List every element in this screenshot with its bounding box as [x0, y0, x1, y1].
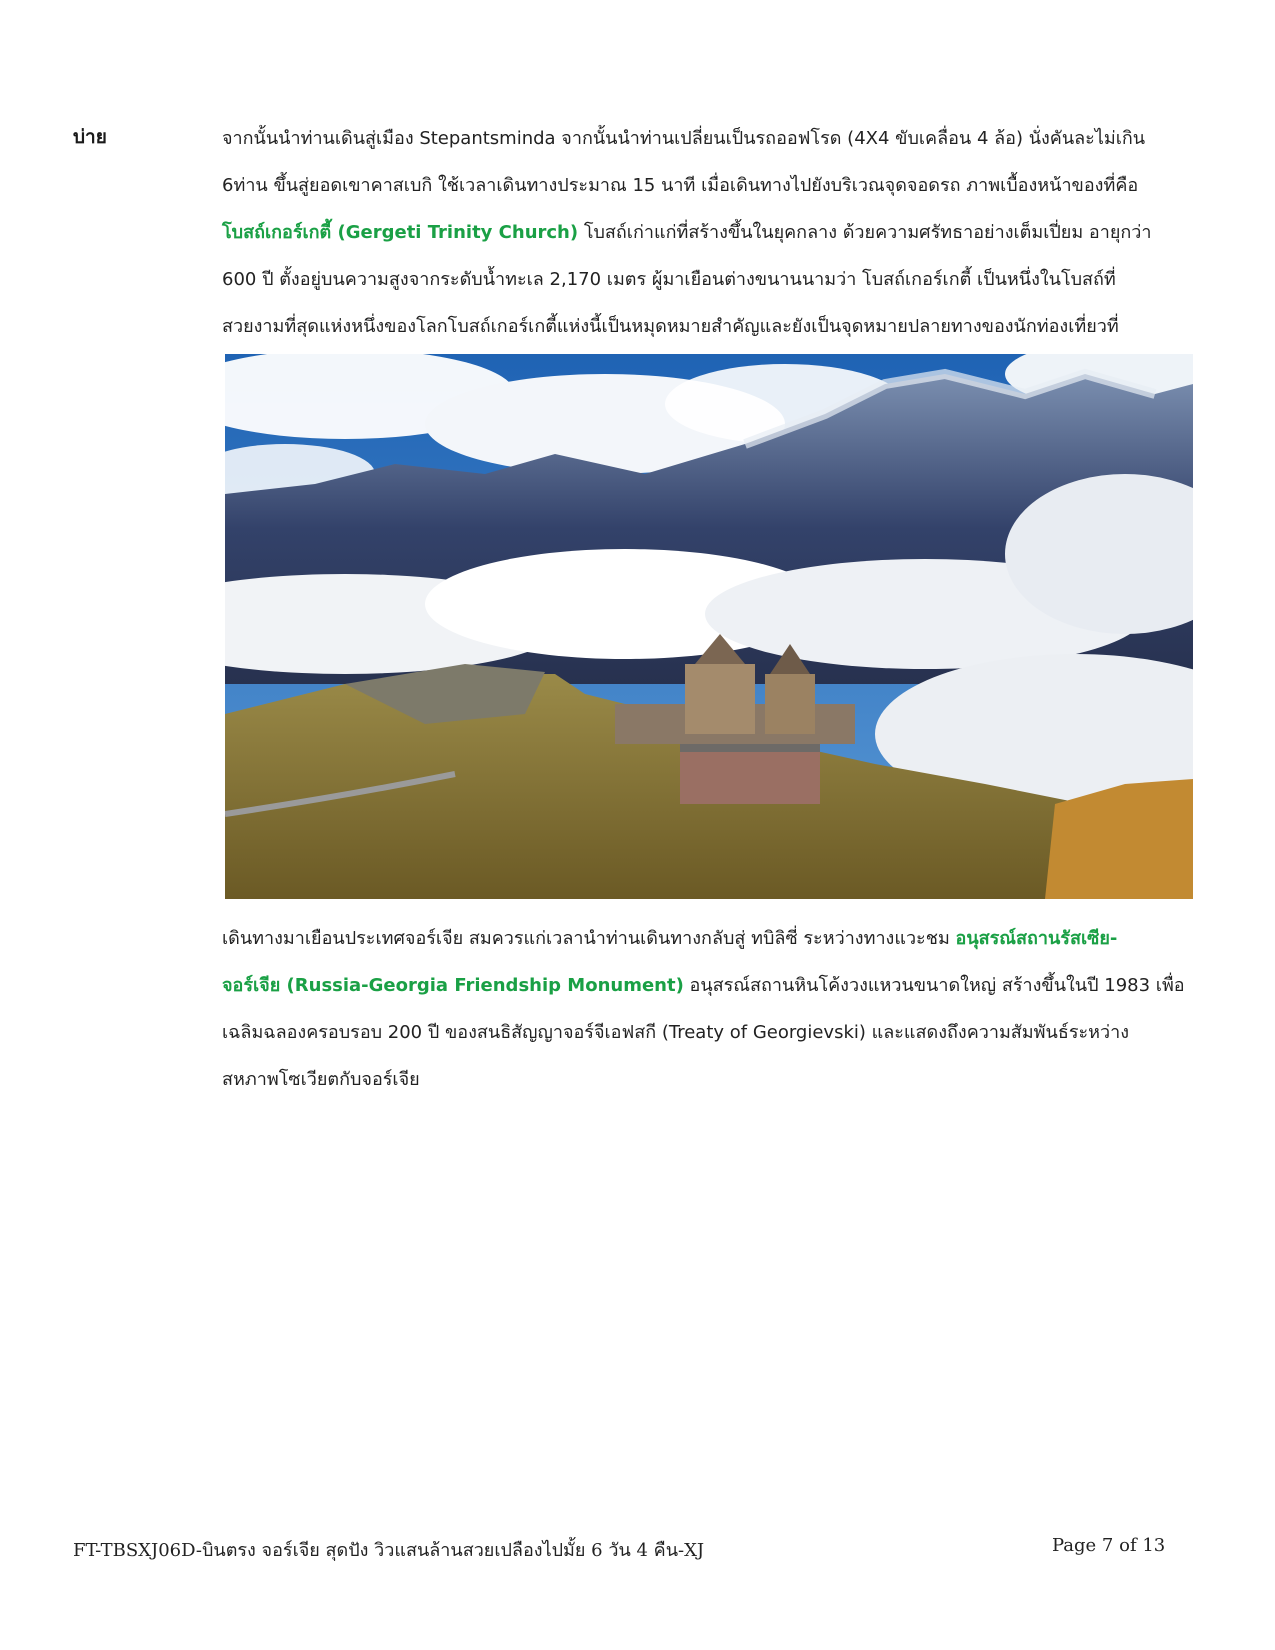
- paragraph-line: 600 ปี ตั้งอยู่บนความสูงจากระดับน้ำทะเล 2,170 เมตร ผู้มาเยือนต่างขนานนามว่า โบสถ์เกอร์เกตี้ เป็นหนึ่งในโบสถ์ที่: [222, 269, 1116, 290]
- gergeti-church-photo: [225, 354, 1193, 899]
- paragraph-text: อนุสรณ์สถานหินโค้งวงแหวนขนาดใหญ่ สร้างขึ้นในปี 1983 เพื่อ: [683, 975, 1185, 996]
- paragraph-line: [222, 915, 1194, 962]
- church-description-paragraph: [222, 115, 1194, 350]
- footer-page-number: Page 7 of 13: [1052, 1535, 1166, 1556]
- paragraph-line: สหภาพโซเวียตกับจอร์เจีย: [222, 1069, 420, 1090]
- paragraph-line: สวยงามที่สุดแห่งหนึ่งของโลกโบสถ์เกอร์เกตี้แห่งนี้เป็นหมุดหมายสำคัญและยังเป็นจุดหมายปลายทางของนักท่องเที่ยวที่: [222, 316, 1119, 337]
- friendship-monument-paragraph: [222, 915, 1194, 1103]
- monument-name-highlight: อนุสรณ์สถานรัสเซีย-: [955, 928, 1118, 949]
- paragraph-line: จากนั้นนำท่านเดินสู่เมือง Stepantsminda จากนั้นนำท่านเปลี่ยนเป็นรถออฟโรด (4X4 ขับเคลื่อน 4 ล้อ) นั่งคันละไม่เกิน: [222, 128, 1146, 149]
- church-name-highlight: โบสถ์เกอร์เกตี้ (Gergeti Trinity Church): [222, 222, 579, 243]
- paragraph-line: 6ท่าน ขึ้นสู่ยอดเขาคาสเบกิ ใช้เวลาเดินทางประมาณ 15 นาที เมื่อเดินทางไปยังบริเวณจุดจอดรถ ภาพเบื้องหน้าของที่คือ: [222, 175, 1139, 196]
- time-of-day-label: บ่าย: [73, 126, 107, 148]
- footer-tour-code: FT-TBSXJ06D-บินตรง จอร์เจีย สุดปัง วิวแสนล้านสวยเปลืองไปมั้ย 6 วัน 4 คืน-XJ: [73, 1540, 705, 1561]
- paragraph-line: [222, 962, 1194, 1009]
- paragraph-text: โบสถ์เก่าแก่ที่สร้างขึ้นในยุคกลาง ด้วยความศรัทธาอย่างเต็มเปี่ยม อายุกว่า: [578, 222, 1152, 243]
- landscape-illustration: [225, 354, 1193, 899]
- paragraph-line: [222, 209, 1194, 256]
- paragraph-text: เดินทางมาเยือนประเทศจอร์เจีย สมควรแก่เวลานำท่านเดินทางกลับสู่ ทบิลิซี่ ระหว่างทางแวะชม: [222, 928, 956, 949]
- monument-name-highlight: จอร์เจีย (Russia-Georgia Friendship Monument): [222, 975, 684, 996]
- paragraph-line: เฉลิมฉลองครอบรอบ 200 ปี ของสนธิสัญญาจอร์จีเอฟสกี (Treaty of Georgievski) และแสดงถึงความสัมพันธ์ระหว่าง: [222, 1022, 1130, 1043]
